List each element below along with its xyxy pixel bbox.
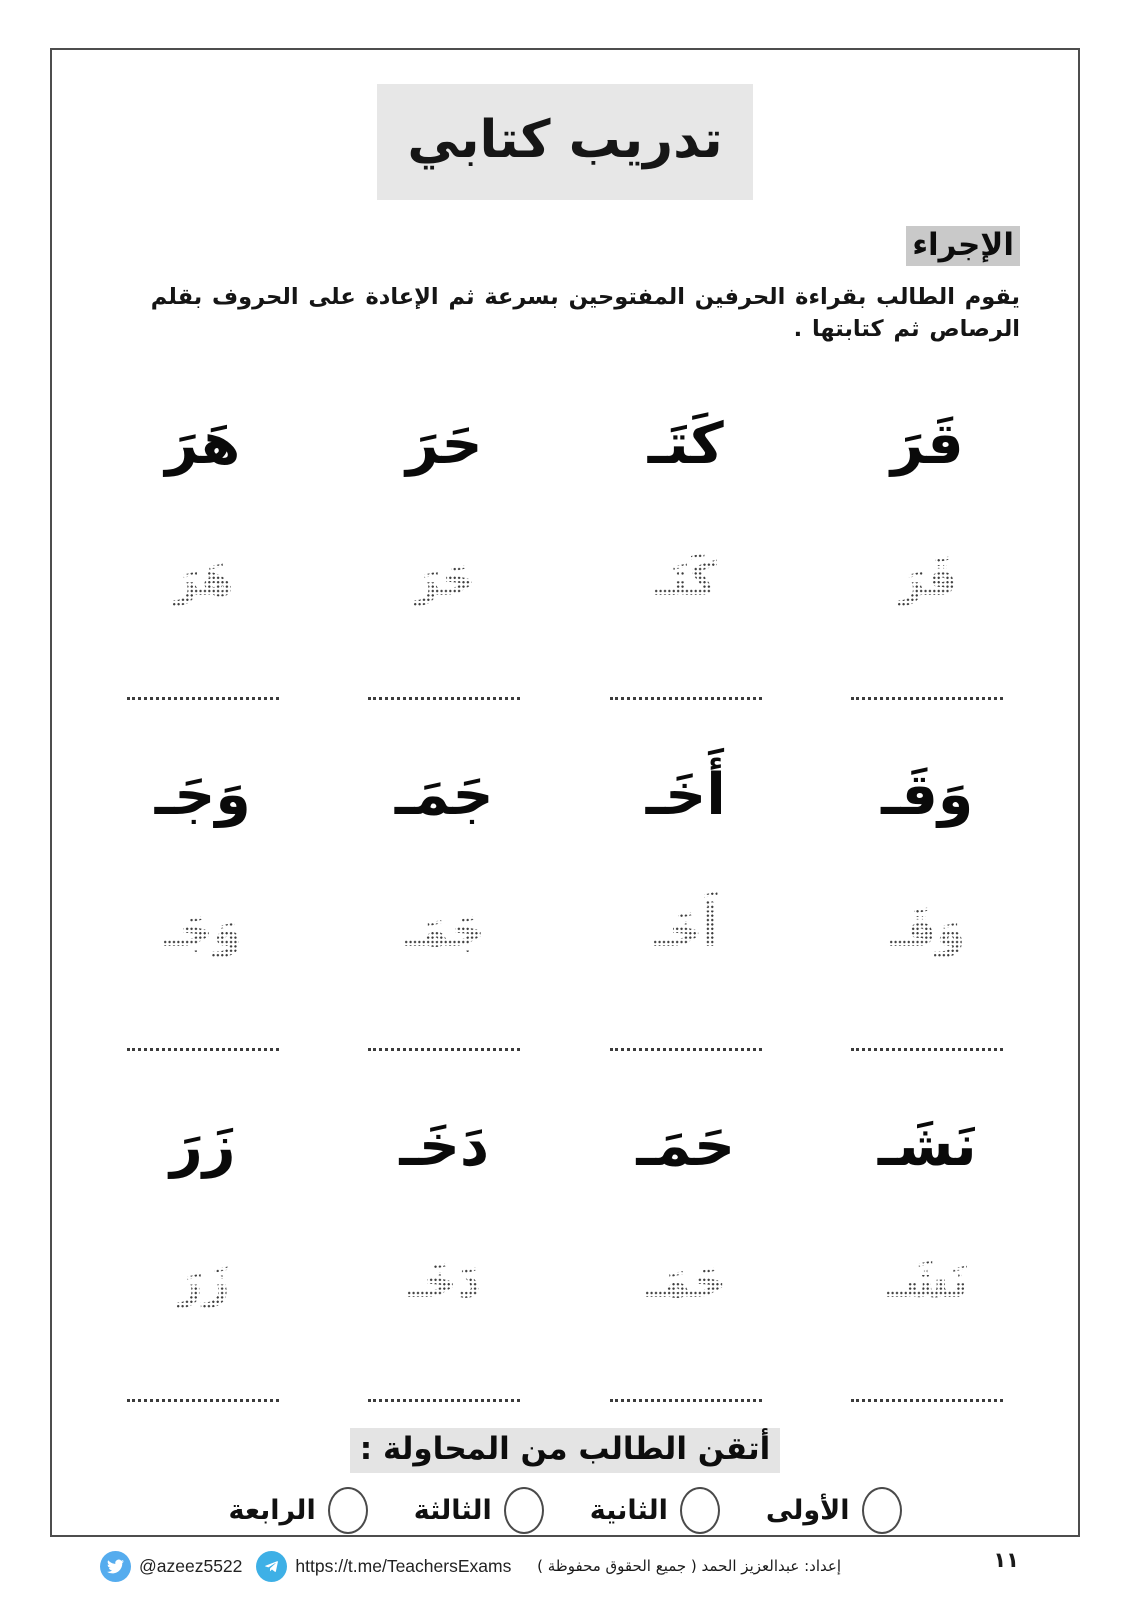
letter-pair-traced: نَشَـ [886, 1203, 968, 1361]
letter-pair-traced: زَرَ [176, 1203, 230, 1361]
letter-pair-traced: هَرَ [172, 501, 234, 659]
attempt-circle-second[interactable] [680, 1487, 720, 1534]
letter-pair-traced: حَمَـ [645, 1203, 726, 1361]
exercise-cell [807, 712, 1049, 1063]
letter-pair-bold: زَرَ [169, 1113, 236, 1180]
exercise-cell [324, 361, 566, 712]
procedure-section [52, 200, 1078, 345]
practice-dotted-line [368, 697, 520, 700]
practice-dotted-line [368, 1048, 520, 1051]
attempt-option-first [766, 1487, 902, 1534]
attribution-text: إعداد: عبدالعزيز الحمد ( جميع الحقوق محفوظة ) [537, 1557, 841, 1575]
exercise-cell [807, 1063, 1049, 1414]
attempt-label: الثالثة [413, 1495, 492, 1526]
title-box [377, 84, 753, 200]
attempt-label: الرابعة [228, 1495, 316, 1526]
letter-pair-traced: أَخَـ [653, 852, 719, 1010]
letter-pair-bold: حَرَ [405, 411, 483, 478]
letter-pair-bold: هَرَ [165, 411, 241, 478]
letter-pair-traced: كَتَـ [654, 501, 717, 659]
letter-pair-bold: كَتَـ [647, 411, 724, 478]
exercise-grid [52, 361, 1078, 1414]
letter-pair-bold: نَشَـ [877, 1113, 977, 1180]
telegram-icon [256, 1551, 287, 1582]
practice-dotted-line [127, 1399, 279, 1402]
instruction-text: يقوم الطالب بقراءة الحرفين المفتوحين بسرعة ثم الإعادة على الحروف بقلم الرصاص ثم كتابتها . [150, 284, 1020, 342]
letter-pair-traced: وَقَـ [889, 852, 965, 1010]
letter-pair-bold: قَرَ [890, 411, 964, 478]
practice-dotted-line [851, 1048, 1003, 1051]
page-number: ١١ [993, 1548, 1019, 1572]
letter-pair-bold: وَقَـ [881, 762, 974, 829]
procedure-heading: الإجراء [906, 226, 1020, 266]
letter-pair-traced: حَرَ [413, 501, 476, 659]
practice-dotted-line [368, 1399, 520, 1402]
letter-pair-bold: حَمَـ [636, 1113, 736, 1180]
attempt-label: الثانية [589, 1495, 668, 1526]
practice-dotted-line [851, 1399, 1003, 1402]
exercise-cell [82, 712, 324, 1063]
exercise-cell [82, 1063, 324, 1414]
attempt-circle-fourth[interactable] [328, 1487, 368, 1534]
exercise-cell [324, 1063, 566, 1414]
mastery-label: أتقن الطالب من المحاولة : [350, 1428, 780, 1473]
exercise-cell [807, 361, 1049, 712]
letter-pair-bold: جَمَـ [394, 762, 494, 829]
practice-dotted-line [610, 1399, 762, 1402]
exercise-cell [565, 361, 807, 712]
attempt-circle-first[interactable] [862, 1487, 902, 1534]
letter-pair-bold: وَجَـ [154, 762, 251, 829]
exercise-cell [565, 1063, 807, 1414]
practice-dotted-line [851, 697, 1003, 700]
exercise-cell [565, 712, 807, 1063]
twitter-handle[interactable]: @azeez5522 [139, 1555, 243, 1576]
attempt-option-second [590, 1487, 720, 1534]
letter-pair-traced: جَمَـ [404, 852, 485, 1010]
telegram-link[interactable]: https://t.me/TeachersExams [295, 1555, 512, 1576]
attempt-label: الأولى [765, 1495, 850, 1526]
attempt-option-third [414, 1487, 544, 1534]
page-title: تدريب كتابي [407, 110, 723, 170]
attempt-options-row [52, 1487, 1078, 1534]
practice-dotted-line [610, 697, 762, 700]
letter-pair-bold: دَخَـ [399, 1113, 490, 1180]
attempt-circle-third[interactable] [504, 1487, 544, 1534]
exercise-cell [82, 361, 324, 712]
letter-pair-bold: أَخَـ [645, 762, 726, 829]
practice-dotted-line [127, 697, 279, 700]
page-border-frame [50, 48, 1080, 1537]
letter-pair-traced: وَجَـ [163, 852, 242, 1010]
practice-dotted-line [610, 1048, 762, 1051]
practice-dotted-line [127, 1048, 279, 1051]
mastery-section [52, 1428, 1078, 1473]
attempt-option-fourth [229, 1487, 368, 1534]
letter-pair-traced: قَرَ [897, 501, 957, 659]
page-footer [100, 1546, 1031, 1586]
twitter-icon [100, 1551, 131, 1582]
letter-pair-traced: دَخَـ [407, 1203, 481, 1361]
exercise-cell [324, 712, 566, 1063]
